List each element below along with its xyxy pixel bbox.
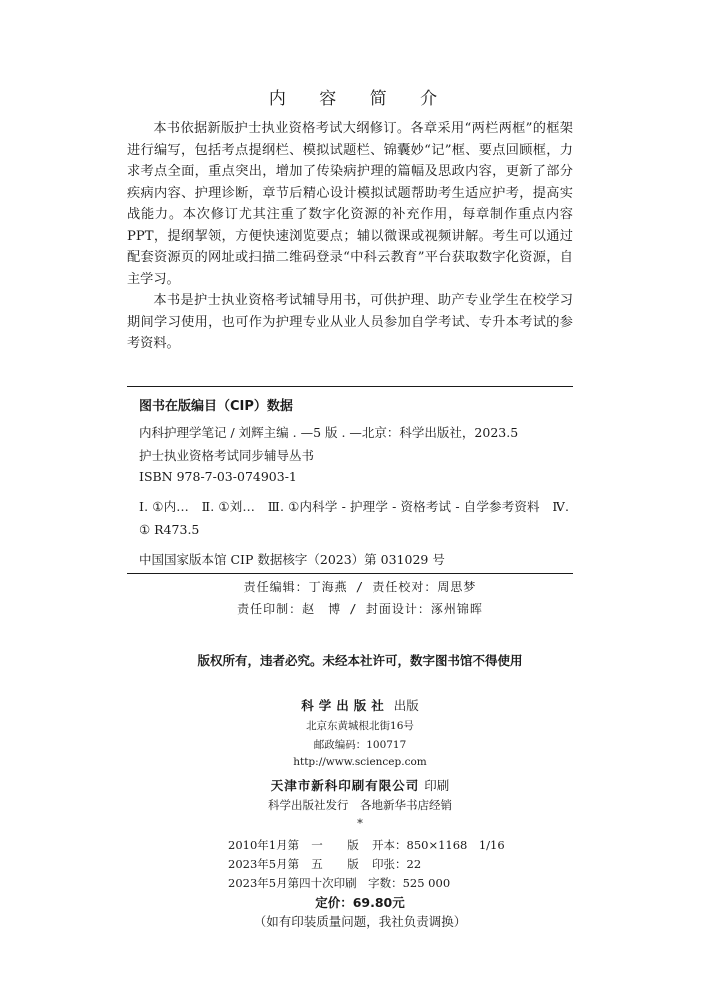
publisher-address: 北京东黄城根北街16号: [306, 720, 414, 732]
separator-star: *: [357, 816, 363, 830]
edition-kind: 版: [347, 857, 359, 871]
cip-classification: Ⅰ. ①内… Ⅱ. ①刘… Ⅲ. ①内科学 - 护理学 - 资格考试 - 自学参考资料 Ⅳ. ① R473.5: [139, 499, 569, 537]
quality-note: （如有印装质量问题，我社负责调换）: [253, 914, 467, 929]
summary-paragraph-2: 本书是护士执业资格考试辅导用书，可供护理、助产专业学生在校学习期间学习使用，也可作为护理专业从业人员参加自学考试、专升本考试的参考资料。: [127, 293, 573, 351]
printer-line: [0, 775, 720, 794]
edition-number: 五: [311, 857, 323, 871]
distribution-line: 科学出版社发行 各地新华书店经销: [268, 798, 452, 812]
edition-row-2: [228, 856, 421, 872]
publisher-role: 出版: [393, 698, 419, 713]
edition-date: 2023年5月第: [228, 857, 300, 871]
cip-data-box: [127, 386, 573, 574]
print-run-line: 2023年5月第四十次印刷 字数：525 000: [228, 876, 451, 890]
publisher-postcode: 邮政编码：100717: [313, 739, 407, 751]
content-summary: [127, 118, 573, 355]
price: 定价：69.80元: [315, 895, 405, 910]
cip-isbn: ISBN 978-7-03-074903-1: [139, 469, 297, 484]
cip-title-line: 内科护理学笔记 / 刘辉主编 . —5 版 . —北京：科学出版社，2023.5: [139, 425, 519, 440]
printer-name: 天津市新科印刷有限公司: [270, 778, 420, 793]
cip-number: 中国国家版本馆 CIP 数据核字（2023）第 031029 号: [139, 552, 445, 567]
publisher-line: [0, 695, 720, 714]
editors-line-2: 责任印制：赵 博 / 封面设计：涿州锦晖: [237, 602, 483, 616]
edition-date: 2010年1月第: [228, 838, 300, 852]
copyright-notice: 版权所有，违者必究。未经本社许可，数字图书馆不得使用: [197, 653, 523, 668]
edition-kind: 版: [347, 838, 359, 852]
edition-row-1: [228, 837, 505, 853]
publisher-name: 科学出版社: [301, 698, 389, 713]
summary-paragraph-1: 本书依据新版护士执业资格考试大纲修订。各章采用“两栏两框”的框架进行编写，包括考点提纲栏、模拟试题栏、锦囊妙“记”框、要点回顾框，力求考点全面，重点突出，增加了传染病护理的篇幅及思政内容，更新了部分疾病内容、护理诊断，章节后精心设计模拟试题帮助考生适应护考，提高实战能力。本次修订尤其注重了数字化资源的补充作用，每章制作重点内容PPT，提纲挈领，方便快速浏览要点；辅以微课或视频讲解。考生可以通过配套资源页的网址或扫描二维码登录“中科云教育”平台获取数字化资源，自主学习。: [127, 121, 573, 287]
edition-info: 开本：850×1168 1/16: [372, 838, 505, 852]
printer-role: 印刷: [424, 778, 450, 793]
edition-number: 一: [311, 838, 323, 852]
edition-info: 印张：22: [372, 857, 422, 871]
cip-heading: 图书在版编目（CIP）数据: [139, 399, 293, 414]
page-title: 内 容 简 介: [268, 89, 452, 109]
editors-line-1: 责任编辑：丁海燕 / 责任校对：周思梦: [243, 580, 477, 594]
cip-series-line: 护士执业资格考试同步辅导丛书: [139, 448, 315, 463]
publisher-website: http://www.sciencep.com: [293, 756, 427, 768]
